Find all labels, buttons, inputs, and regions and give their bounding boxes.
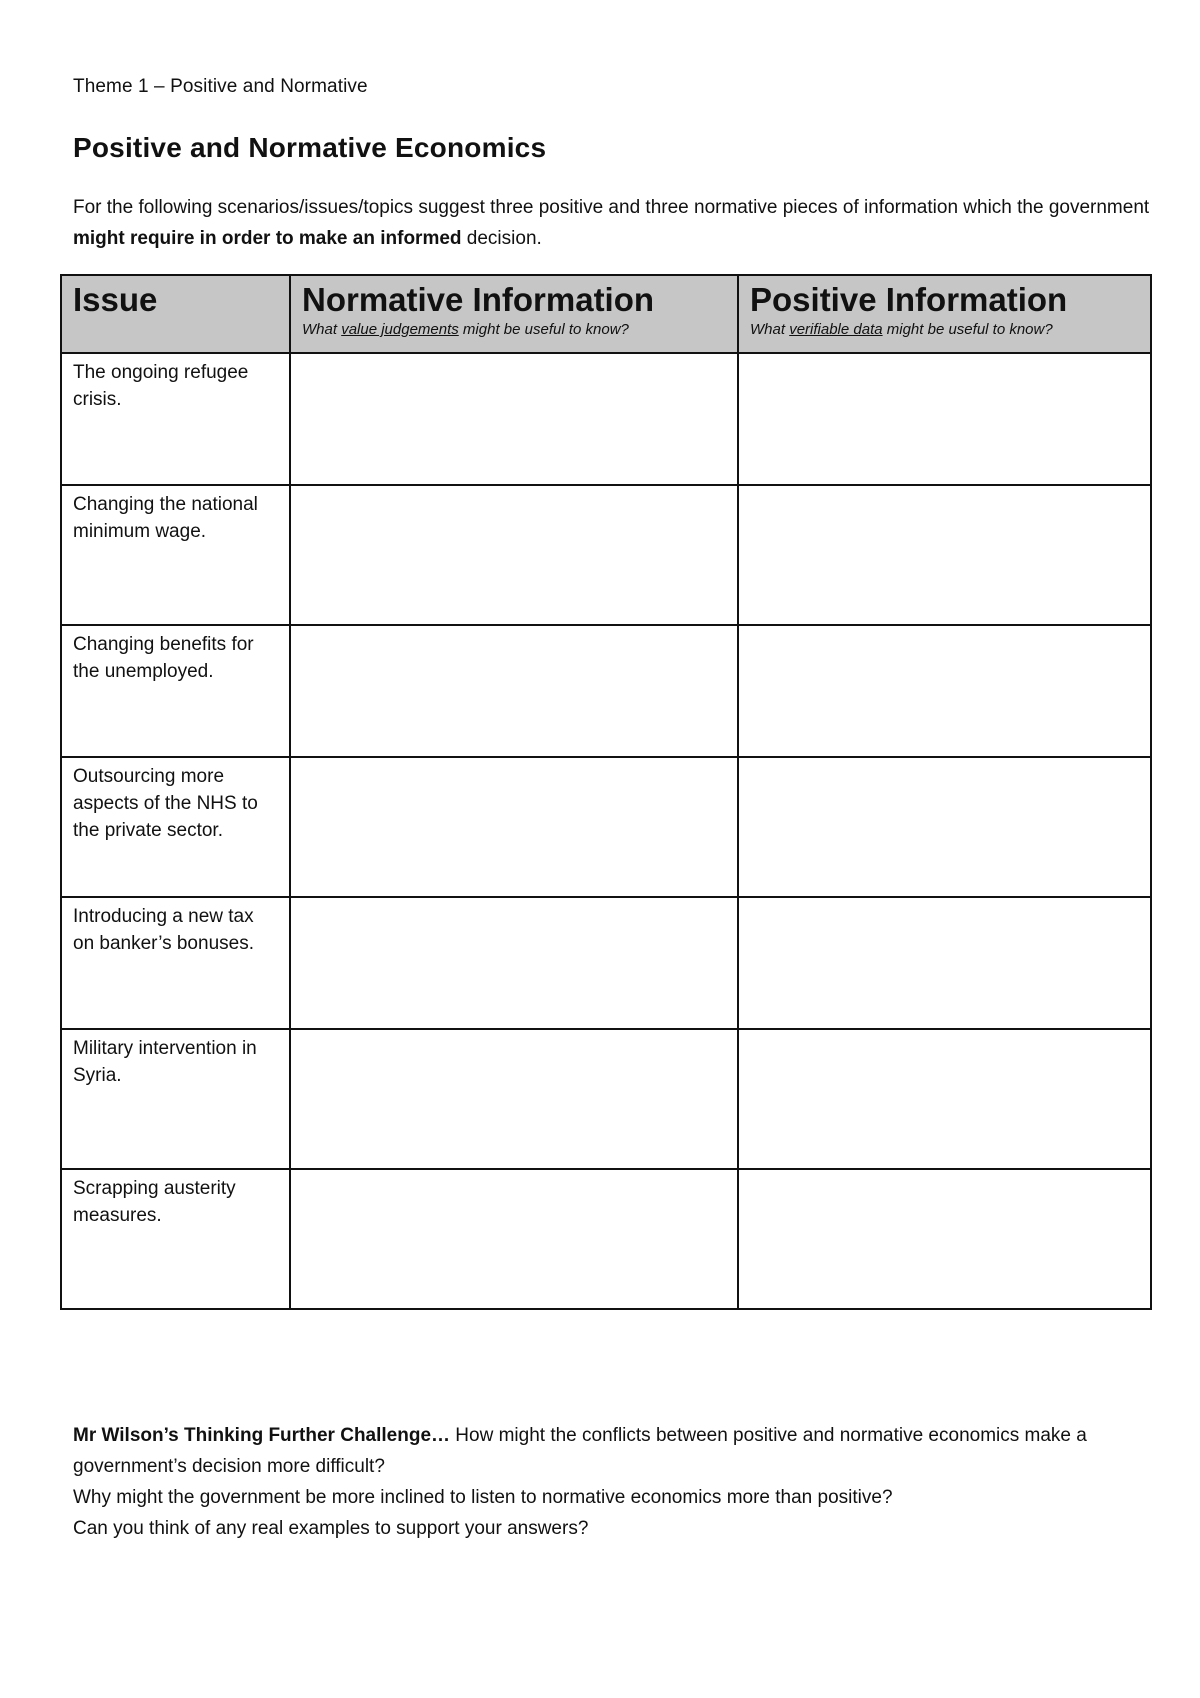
- positive-answer-cell[interactable]: [738, 353, 1151, 485]
- positive-sub-post: might be useful to know?: [882, 321, 1053, 338]
- intro-bold-text: might require in order to make an informed: [73, 228, 462, 249]
- table-row: [61, 485, 1151, 625]
- normative-answer-cell[interactable]: [290, 757, 738, 897]
- thinking-further-challenge: [73, 1420, 1153, 1544]
- theme-header: Theme 1 – Positive and Normative: [73, 76, 368, 97]
- challenge-question-3: Can you think of any real examples to support your answers?: [73, 1518, 589, 1539]
- header-positive: [738, 275, 1151, 353]
- table-row: [61, 353, 1151, 485]
- positive-answer-cell[interactable]: [738, 897, 1151, 1029]
- intro-text-end: decision.: [461, 228, 542, 249]
- table-header-row: [61, 275, 1151, 353]
- challenge-question-2: Why might the government be more inclined to listen to normative economics more than positive?: [73, 1487, 893, 1508]
- header-positive-label: Positive Information: [750, 281, 1068, 318]
- normative-answer-cell[interactable]: [290, 897, 738, 1029]
- positive-answer-cell[interactable]: [738, 1169, 1151, 1309]
- header-positive-subtitle: [750, 320, 1139, 340]
- header-normative-subtitle: [302, 320, 726, 340]
- issue-cell: Changing the national minimum wage.: [61, 485, 290, 625]
- intro-paragraph: [73, 192, 1153, 254]
- positive-answer-cell[interactable]: [738, 757, 1151, 897]
- challenge-lead: Mr Wilson’s Thinking Further Challenge…: [73, 1425, 451, 1446]
- challenge-q1-text: How might the conflicts between positive and normative economics make a government’s decision more difficult?: [73, 1425, 1087, 1477]
- normative-sub-pre: What: [302, 321, 342, 338]
- issue-cell: Outsourcing more aspects of the NHS to the private sector.: [61, 757, 290, 897]
- header-normative: [290, 275, 738, 353]
- worksheet-table: [60, 274, 1152, 1310]
- positive-answer-cell[interactable]: [738, 625, 1151, 757]
- table-row: [61, 1029, 1151, 1169]
- header-issue-label: Issue: [73, 281, 158, 318]
- challenge-question-1: [73, 1420, 1153, 1482]
- issue-cell: The ongoing refugee crisis.: [61, 353, 290, 485]
- header-normative-label: Normative Information: [302, 281, 655, 318]
- normative-answer-cell[interactable]: [290, 1169, 738, 1309]
- table-row: [61, 1169, 1151, 1309]
- page-title: Positive and Normative Economics: [73, 132, 547, 163]
- normative-answer-cell[interactable]: [290, 485, 738, 625]
- issue-cell: Military intervention in Syria.: [61, 1029, 290, 1169]
- table-row: [61, 625, 1151, 757]
- header-issue: [61, 275, 290, 353]
- table-row: [61, 897, 1151, 1029]
- positive-sub-pre: What: [750, 321, 790, 338]
- issue-cell: Scrapping austerity measures.: [61, 1169, 290, 1309]
- issue-cell: Introducing a new tax on banker’s bonuses.: [61, 897, 290, 1029]
- normative-answer-cell[interactable]: [290, 1029, 738, 1169]
- positive-answer-cell[interactable]: [738, 485, 1151, 625]
- table-row: [61, 757, 1151, 897]
- issue-cell: Changing benefits for the unemployed.: [61, 625, 290, 757]
- normative-sub-underlined: value judgements: [341, 321, 459, 338]
- normative-sub-post: might be useful to know?: [458, 321, 629, 338]
- intro-text-start: For the following scenarios/issues/topics suggest three positive and three normative pieces of information which the government: [73, 197, 1150, 218]
- normative-answer-cell[interactable]: [290, 353, 738, 485]
- positive-sub-underlined: verifiable data: [789, 321, 883, 338]
- normative-answer-cell[interactable]: [290, 625, 738, 757]
- positive-answer-cell[interactable]: [738, 1029, 1151, 1169]
